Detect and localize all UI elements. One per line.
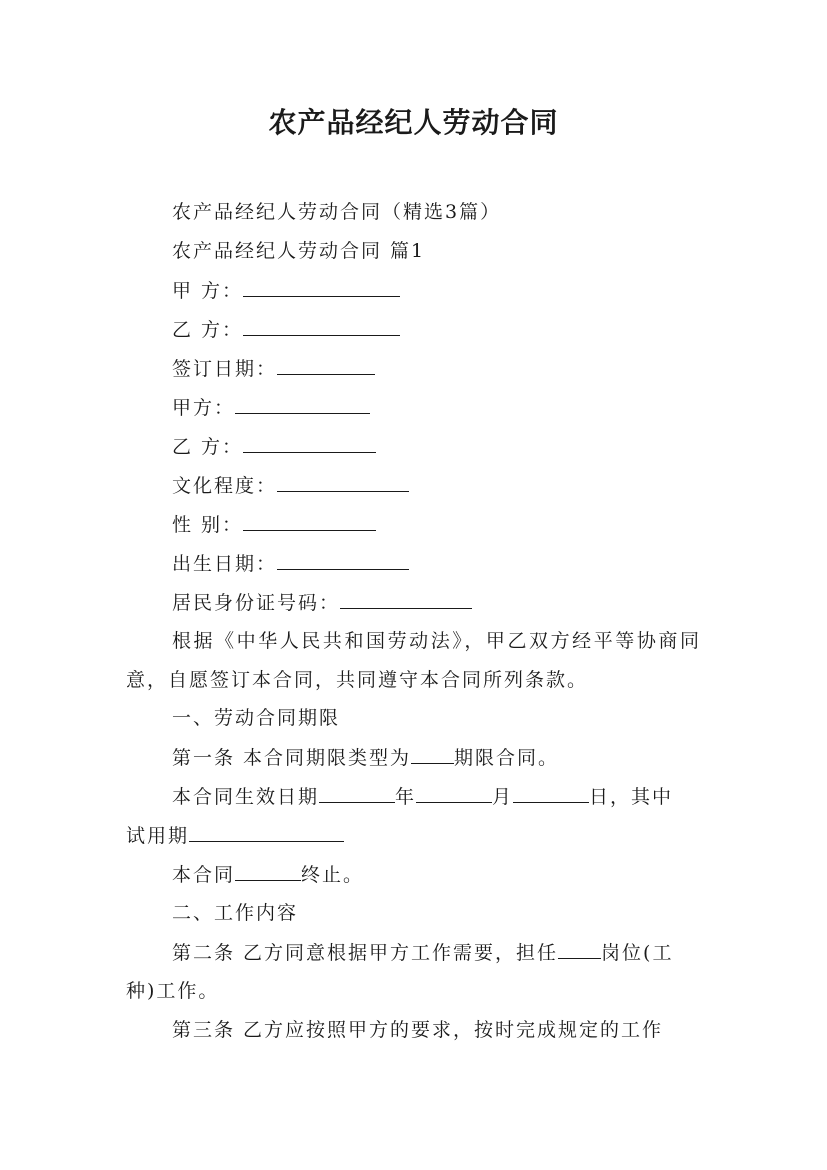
blank-line	[235, 862, 301, 881]
section1-heading: 一、劳动合同期限	[172, 707, 341, 729]
field-birth-date	[172, 551, 409, 576]
field-gender	[172, 512, 376, 537]
field-label: 文化程度：	[172, 475, 278, 497]
article-3: 第三条 乙方应按照甲方的要求，按时完成规定的工作	[172, 1019, 664, 1041]
article-text: 岗位(工	[601, 942, 674, 964]
field-id-number	[172, 590, 472, 615]
blank-line	[243, 278, 400, 297]
article-1	[172, 745, 559, 770]
article-text: 月	[492, 786, 514, 808]
termination-line	[172, 862, 364, 887]
article-text: 本合同	[172, 864, 236, 886]
article-text: 第二条 乙方同意根据甲方工作需要，担任	[172, 942, 559, 964]
section2-heading: 二、工作内容	[172, 902, 299, 924]
field-party-a	[172, 278, 400, 303]
blank-line	[277, 473, 409, 492]
field-education	[172, 473, 409, 498]
blank-line	[558, 940, 601, 959]
document-subtitle: 农产品经纪人劳动合同（精选3篇）	[172, 201, 502, 223]
article-2	[172, 940, 673, 965]
article-2-continued: 种)工作。	[126, 980, 220, 1002]
field-label: 甲 方：	[172, 280, 244, 302]
probation-line	[126, 823, 344, 848]
blank-line	[243, 434, 376, 453]
field-label: 乙 方：	[172, 319, 244, 341]
document-title: 农产品经纪人劳动合同	[268, 106, 559, 139]
blank-line	[277, 551, 409, 570]
article-text: 试用期	[126, 825, 190, 847]
blank-line	[340, 590, 472, 609]
article-text: 本合同生效日期	[172, 786, 320, 808]
blank-line	[235, 395, 370, 414]
blank-line	[189, 823, 344, 842]
article-text: 期限合同。	[454, 747, 560, 769]
blank-line	[513, 784, 589, 803]
field-label: 居民身份证号码：	[172, 592, 341, 614]
field-party-a-2	[172, 395, 370, 420]
article-text: 年	[395, 786, 417, 808]
blank-line	[243, 317, 400, 336]
blank-line	[319, 784, 395, 803]
field-label: 出生日期：	[172, 553, 278, 575]
article-text: 日，其中	[589, 786, 674, 808]
field-party-b-2	[172, 434, 376, 459]
field-party-b	[172, 317, 400, 342]
blank-line	[243, 512, 376, 531]
field-label: 乙 方：	[172, 436, 244, 458]
blank-line	[277, 356, 375, 375]
field-sign-date	[172, 356, 375, 381]
field-label: 性 别：	[172, 514, 244, 536]
article-text: 第一条 本合同期限类型为	[172, 747, 412, 769]
effective-date-line	[172, 784, 673, 809]
field-label: 甲方：	[172, 397, 236, 419]
blank-line	[416, 784, 492, 803]
article-text: 终止。	[301, 864, 365, 886]
intro-paragraph: 根据《中华人民共和国劳动法》，甲乙双方经平等协商同意，自愿签订本合同，共同遵守本合同所列条款。	[126, 630, 701, 691]
field-label: 签订日期：	[172, 358, 278, 380]
section-heading: 农产品经纪人劳动合同 篇1	[172, 240, 426, 262]
blank-line	[411, 745, 454, 764]
